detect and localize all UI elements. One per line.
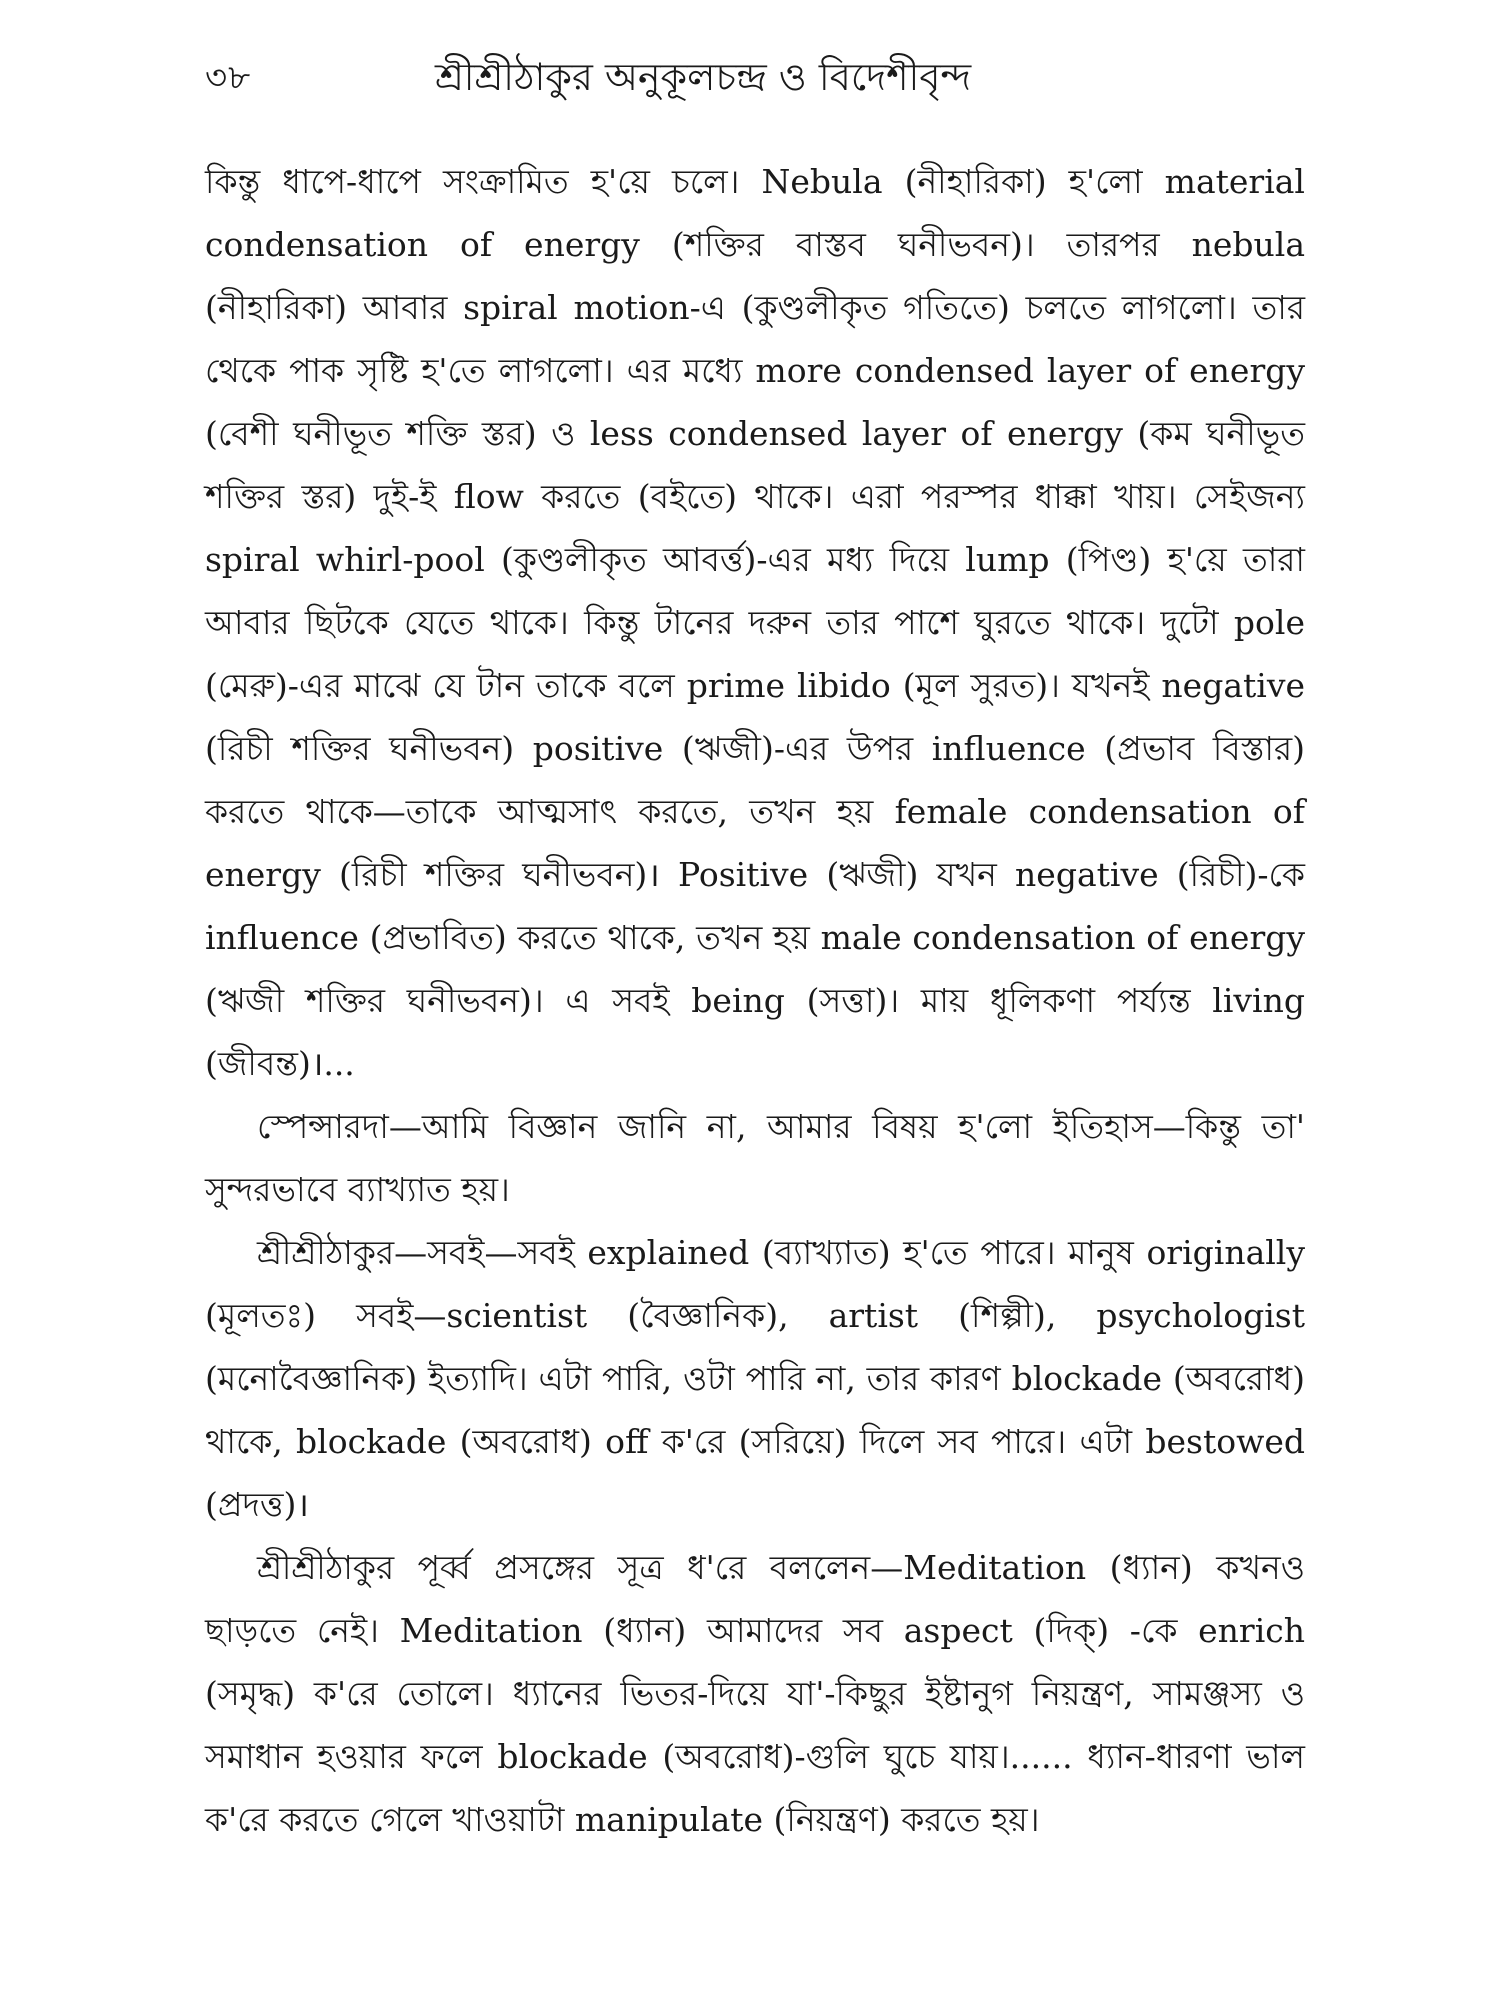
page-number: ৩৮ [205,58,252,98]
paragraph-3: শ্রীশ্রীঠাকুর—সবই—সবই explained (ব্যাখ্যাত) হ'তে পারে। মানুষ originally (মূলতঃ) সবই—scientist (বৈজ্ঞানিক), artist (শিল্পী), psychologist (মনোবৈজ্ঞানিক) ইত্যাদি। এটা পারি, ওটা পারি না, তার কারণ blockade (অবরোধ) থাকে, blockade (অবরোধ) off ক'রে (সরিয়ে) দিলে সব পারে। এটা bestowed (প্রদত্ত)। [205,1233,1305,1524]
running-title: শ্রীশ্রীঠাকুর অনুকূলচন্দ্র ও বিদেশীবৃন্দ [435,55,972,99]
paragraph-2: স্পেন্সারদা—আমি বিজ্ঞান জানি না, আমার বিষয় হ'লো ইতিহাস—কিন্তু তা' সুন্দরভাবে ব্যাখ্যাত হয়। [205,1107,1305,1209]
page-header [205,48,1305,108]
paragraph-1: কিন্তু ধাপে-ধাপে সংক্রামিত হ'য়ে চলে। Nebula (নীহারিকা) হ'লো material condensation of energy (শক্তির বাস্তব ঘনীভবন)। তারপর nebula (নীহারিকা) আবার spiral motion-এ (কুণ্ডলীকৃত গতিতে) চলতে লাগলো। তার থেকে পাক সৃষ্টি হ'তে লাগলো। এর মধ্যে more condensed layer of energy (বেশী ঘনীভূত শক্তি স্তর) ও less condensed layer of energy (কম ঘনীভূত শক্তির স্তর) দুই-ই flow করতে (বইতে) থাকে। এরা পরস্পর ধাক্কা খায়। সেইজন্য spiral whirl-pool (কুণ্ডলীকৃত আবর্ত্ত)-এর মধ্য দিয়ে lump (পিণ্ড) হ'য়ে তারা আবার ছিটকে যেতে থাকে। কিন্তু টানের দরুন তার পাশে ঘুরতে থাকে। দুটো pole (মেরু)-এর মাঝে যে টান তাকে বলে prime libido (মূল সুরত)। যখনই negative (রিচী শক্তির ঘনীভবন) positive (ঋজী)-এর উপর influence (প্রভাব বিস্তার) করতে থাকে—তাকে আত্মসাৎ করতে, তখন হয় female condensation of energy (রিচী শক্তির ঘনীভবন)। Positive (ঋজী) যখন negative (রিচী)-কে influence (প্রভাবিত) করতে থাকে, তখন হয় male condensation of energy (ঋজী শক্তির ঘনীভবন)। এ সবই being (সত্তা)। মায় ধূলিকণা পর্য্যন্ত living (জীবন্ত)।... [205,162,1305,1083]
paragraph-4: শ্রীশ্রীঠাকুর পূর্ব্ব প্রসঙ্গের সূত্র ধ'রে বললেন—Meditation (ধ্যান) কখনও ছাড়তে নেই। Meditation (ধ্যান) আমাদের সব aspect (দিক্) -কে enrich (সমৃদ্ধ) ক'রে তোলে। ধ্যানের ভিতর-দিয়ে যা'-কিছুর ইষ্টানুগ নিয়ন্ত্রণ, সামঞ্জস্য ও সমাধান হওয়ার ফলে blockade (অবরোধ)-গুলি ঘুচে যায়।...... ধ্যান-ধারণা ভাল ক'রে করতে গেলে খাওয়াটা manipulate (নিয়ন্ত্রণ) করতে হয়। [205,1548,1305,1839]
body-text [205,150,1305,1851]
